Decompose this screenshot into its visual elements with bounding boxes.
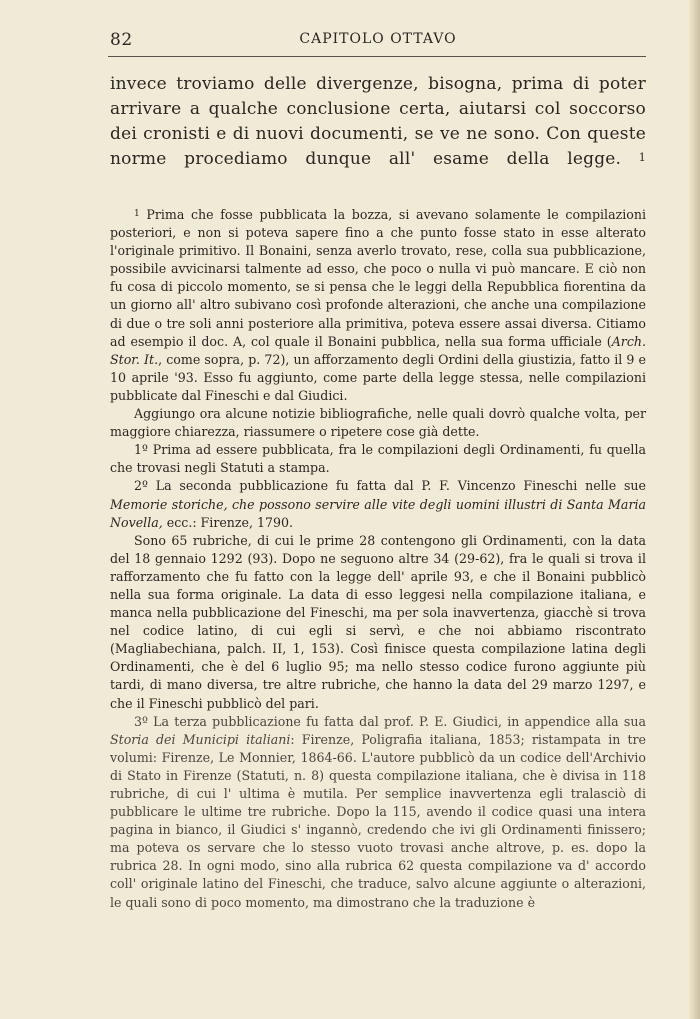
page-edge-shadow [688, 0, 700, 1019]
footnote-text-6b: : Firenze, Poligrafia italiana, 1853; ristampata in tre volumi: Firenze, Le Monnier, 1864-66. L'autore pubblicò da un codice dell'Archivio di Stato in Firenze (Statuti, n. 8) questa compilazione italiana, che è divisa in 118 rubriche, di cui l' ultima è mutila. Per semplice inavvertenza egli tralasciò di pubblicare le ultime tre rubriche. Dopo la 115, avendo il codice quasi una intera pagina in bianco, il Giudici s' ingannò, credendo che ivi gli Ordinamenti finissero; ma poteva os servare che lo stesso vuoto trovasi anche altrove, p. es. dopo la rubrica 28. In ogni modo, sino alla rubrica 62 questa compilazione va d' accordo coll' originale latino del Fineschi, che traduce, salvo alcune aggiunte o alterazioni, le quali sono di poco momento, ma dimostrano che la traduzione è [110, 731, 647, 910]
footnote-paragraph-3: 1º Prima ad essere pubblicata, fra le compilazioni degli Ordinamenti, fu quella che trovasi negli Statuti a stampa. [110, 442, 646, 476]
book-title-memorie: Memorie storiche, che possono servire alle vite degli uomini illustri di Santa Maria Novella, [110, 496, 646, 530]
footnote-text-1b: , come sopra, p. 72), un afforzamento degli Ordini della giustizia, fatto il 9 e 10 aprile '93. Esso fu aggiunto, come parte della legge stessa, nelle compilazioni pubblicate dal Fineschi e dal Giudici. [110, 351, 647, 403]
running-head [110, 30, 646, 52]
footnote-section [110, 206, 646, 912]
footnote-text-4a: 2º La seconda pubblicazione fu fatta dal P. F. Vincenzo Fineschi nelle sue [134, 478, 646, 494]
citation-arch-stor: Arch. Stor. It. [110, 333, 646, 367]
footnote-paragraph-5: Sono 65 rubriche, di cui le prime 28 contengono gli Ordinamenti, con la data del 18 gennaio 1292 (93). Dopo ne seguono altre 34 (29-62), fra le quali si trova il rafforzamento che fu fatto con la legge dell' aprile 93, e che il Bonaini pubblicò nella sua forma originale. La data di esso leggesi nella compilazione italiana, e manca nella pubblicazione del Fineschi, ma per sola inavvertenza, giacchè si trova nel codice latino, di cui egli si servì, e che noi abbiamo riscontrato (Magliabechiana, palch. II, 1, 153). Così finisce questa compilazione latina degli Ordinamenti, che è del 6 luglio 95; ma nello stesso codice furono aggiunte più tardi, di mano diversa, tre altre rubriche, che hanno la data del 29 marzo 1297, e che il Fineschi pubblicò del pari. [110, 532, 646, 711]
footnote-text-4b: ecc.: Firenze, 1790. [162, 514, 294, 530]
footnote-paragraph-6 [110, 713, 646, 912]
footnote-paragraph-1 [110, 206, 646, 405]
footnote-paragraph-4 [110, 477, 646, 531]
footnote-text-6a: 3º La terza pubblicazione fu fatta dal prof. P. E. Giudici, in appendice alla sua [134, 713, 646, 729]
header-rule [108, 56, 646, 57]
chapter-title: CAPITOLO OTTAVO [299, 31, 457, 47]
footnote-text-1a: Prima che fosse pubblicata la bozza, si avevano solamente le compilazioni posteriori, e non si poteva sapere fino a che punto fosse stato in esse alterato l'originale primitivo. Il Bonaini, senza averlo trovato, rese, colla sua pubblicazione, possibile avvicinarsi talmente ad esso, che poco o nulla vi può mancare. E ciò non fu cosa di piccolo momento, se si pensa che le leggi della Repubblica fiorentina da un giorno all' altro subivano così profonde alterazioni, che anche una compilazione di due o tre soli anni posteriore alla primitiva, poteva essere assai diversa. Citiamo ad esempio il doc. A, col quale il Bonaini pubblica, nella sua forma ufficiale ( [110, 207, 646, 349]
page-number: 82 [110, 30, 133, 50]
book-title-storia: Storia dei Municipi italiani [110, 731, 291, 747]
footnote-reference: 1 [638, 151, 646, 164]
footnote-marker: 1 [134, 209, 140, 219]
footnote-paragraph-2: Aggiungo ora alcune notizie bibliografiche, nelle quali dovrò qualche volta, per maggiore chiarezza, riassumere o ripetere cose già dette. [110, 406, 646, 440]
main-text: invece troviamo delle divergenze, bisogna, prima di poter arrivare a qualche conclusione certa, aiutarsi col soccorso dei cronisti e di nuovi documenti, se ve ne sono. Con queste norme procediamo dunque all' esame della legge. [110, 74, 646, 169]
main-paragraph [110, 72, 646, 172]
